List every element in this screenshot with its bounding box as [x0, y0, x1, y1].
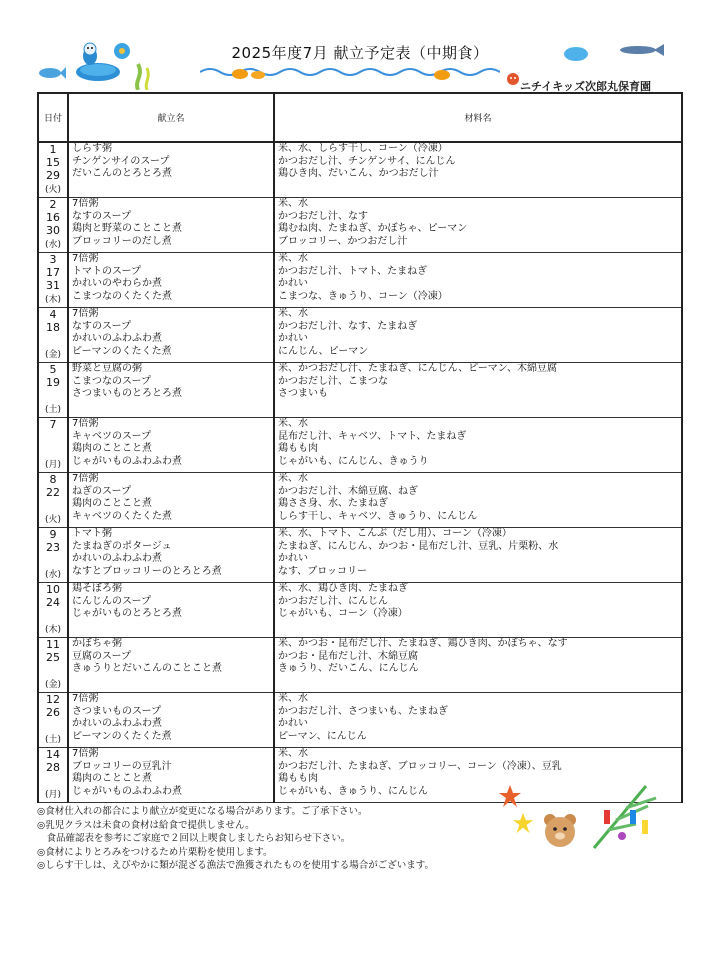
dish-name: チンゲンサイのスープ [72, 155, 170, 167]
dish-name: かれいのふわふわ煮 [72, 718, 162, 730]
table-row [38, 693, 682, 748]
date-cell [38, 528, 68, 583]
ingredients-cell [274, 693, 682, 748]
ingredient-line: かつおだし汁、こまつな [278, 375, 388, 387]
header-date: 日付 [38, 93, 68, 142]
ingredient-line: かつおだし汁、トマト、たまねぎ [278, 265, 428, 277]
dish-name: なすのスープ [72, 320, 131, 332]
tanabata-bamboo-icon [586, 780, 666, 850]
ingredients-cell [274, 198, 682, 253]
dish-name: キャベツのスープ [72, 430, 151, 442]
dish-name: キャベツのくたくた煮 [72, 510, 172, 522]
dish-cell [68, 418, 274, 473]
table-row [38, 253, 682, 308]
ingredient-line: 米、かつおだし汁、たまねぎ、にんじん、ピーマン、木綿豆腐 [278, 363, 557, 374]
ingredient-line: 米、水 [278, 308, 308, 319]
date-number: 23 [46, 541, 60, 554]
dish-cell [68, 142, 274, 198]
ingredient-line: たまねぎ、にんじん、かつお・昆布だし汁、豆乳、片栗粉、水 [278, 540, 559, 552]
ingredient-line: 昆布だし汁、キャベツ、トマト、たまねぎ [278, 430, 467, 442]
date-number: 25 [46, 651, 60, 664]
date-number: 8 [49, 473, 57, 486]
header-dish: 献立名 [68, 93, 274, 142]
dish-name: たまねぎのポタージュ [72, 540, 172, 552]
penguin-on-turtle-icon [60, 38, 140, 82]
table-row [38, 528, 682, 583]
date-number: 29 [46, 169, 60, 182]
dish-name: にんじんのスープ [72, 595, 151, 607]
date-cell [38, 583, 68, 638]
ingredient-line: きゅうり、だいこん、にんじん [278, 663, 419, 675]
dish-cell [68, 253, 274, 308]
dish-name: なすのスープ [72, 210, 131, 222]
weekday-label: (水) [44, 240, 62, 250]
date-cell [38, 473, 68, 528]
dish-name: ピーマンのくたくた煮 [72, 345, 172, 357]
ingredient-line: 鶏もも肉 [278, 773, 318, 785]
ingredients-cell [274, 583, 682, 638]
dish-name: こまつなのスープ [72, 375, 151, 387]
ingredient-line: かつおだし汁、なす、たまねぎ [278, 320, 418, 332]
table-header-row [38, 93, 682, 142]
date-number: 30 [46, 224, 60, 237]
date-cell [38, 142, 68, 198]
dish-cell [68, 308, 274, 363]
ingredient-line: かつおだし汁、にんじん [278, 595, 388, 607]
ingredients-cell [274, 253, 682, 308]
ingredient-line: 米、水、しらす干し、コーン（冷凍） [278, 143, 448, 154]
table-row [38, 638, 682, 693]
octopus-icon [505, 72, 521, 88]
dish-name: ねぎのスープ [72, 485, 131, 497]
weekday-label: (月) [44, 460, 62, 470]
date-number: 16 [46, 211, 60, 224]
ingredient-line: 米、水、鶏ひき肉、たまねぎ [278, 583, 408, 594]
table-row [38, 418, 682, 473]
date-cell [38, 198, 68, 253]
weekday-label: (木) [44, 295, 62, 305]
table-row [38, 308, 682, 363]
seaweed-icon [132, 60, 154, 90]
ingredient-line: 米、水 [278, 418, 308, 429]
table-row [38, 583, 682, 638]
dish-name: 鶏そぼろ粥 [72, 583, 122, 594]
ingredient-line: じゃがいも、コーン（冷凍） [278, 608, 408, 620]
date-cell [38, 693, 68, 748]
ingredient-line: 鶏むね肉、たまねぎ、かぼちゃ、ピーマン [278, 223, 468, 235]
date-number: 11 [46, 638, 60, 651]
dish-cell [68, 638, 274, 693]
date-cell [38, 418, 68, 473]
ingredient-line: 米、水 [278, 748, 308, 759]
ingredient-line: かれい [278, 333, 308, 345]
weekday-label: (金) [44, 350, 62, 360]
fish-icon [36, 62, 66, 84]
date-number: 22 [46, 486, 60, 499]
ingredient-line: かれい [278, 553, 308, 565]
date-number: 9 [49, 528, 57, 541]
note-line: 食品確認表を参考にご家庭で２回以上喫食しましたらお知らせ下さい。 [37, 833, 351, 844]
ingredients-cell [274, 528, 682, 583]
dish-name: かれいのふわふわ煮 [72, 553, 162, 565]
weekday-label: (木) [44, 625, 62, 635]
orange-fish-icon [430, 68, 456, 82]
dish-name: 7倍粥 [72, 418, 99, 429]
table-row [38, 363, 682, 418]
dish-name: なすとブロッコリーのとろとろ煮 [72, 565, 222, 577]
ingredient-line: なす、ブロッコリー [278, 565, 367, 577]
note-line: ◎食材によりとろみをつけるため片栗粉を使用します。 [37, 846, 273, 858]
ingredient-line: かれい [278, 278, 308, 290]
dish-name: さつまいものスープ [72, 705, 161, 717]
ingredient-line: 米、水、トマト、こんぶ（だし用）、コーン（冷凍） [278, 528, 512, 539]
ingredient-line: かつおだし汁、さつまいも、たまねぎ [278, 705, 448, 717]
date-number: 3 [49, 253, 57, 266]
date-number: 17 [46, 266, 60, 279]
dish-name: ブロッコリーの豆乳汁 [72, 760, 172, 772]
ingredients-cell [274, 473, 682, 528]
date-cell [38, 253, 68, 308]
weekday-label: (土) [44, 735, 62, 745]
date-number: 18 [46, 321, 60, 334]
date-number: 28 [46, 761, 60, 774]
dish-cell [68, 583, 274, 638]
dish-cell [68, 198, 274, 253]
ingredient-line: ブロッコリー、かつおだし汁 [278, 235, 408, 247]
date-number: 7 [49, 418, 57, 431]
weekday-label: (土) [44, 405, 62, 415]
date-number: 12 [46, 693, 60, 706]
ingredient-line: 鶏ひき肉、だいこん、かつおだし汁 [278, 168, 439, 180]
dish-cell [68, 363, 274, 418]
blue-fish-icon [556, 40, 666, 68]
table-row [38, 473, 682, 528]
ingredient-line: さつまいも [278, 388, 328, 400]
dish-cell [68, 748, 274, 803]
dish-name: トマト粥 [72, 528, 112, 539]
dish-name: 7倍粥 [72, 198, 99, 209]
menu-table [37, 92, 683, 803]
page-title: 2025年度7月 献立予定表（中期食） [231, 44, 489, 62]
dish-name: 7倍粥 [72, 253, 99, 264]
ingredient-line: かつおだし汁、なす [278, 210, 368, 222]
dish-name: トマトのスープ [72, 265, 141, 277]
dish-cell [68, 528, 274, 583]
dish-name: きゅうりとだいこんのことこと煮 [72, 663, 222, 675]
ingredient-line: 鶏もも肉 [278, 443, 318, 455]
dish-name: 鶏肉のことこと煮 [72, 773, 152, 785]
date-number: 10 [46, 583, 60, 596]
ingredient-line: 米、水 [278, 473, 308, 484]
weekday-label: (火) [44, 515, 62, 525]
date-number: 15 [46, 156, 60, 169]
dish-name: 豆腐のスープ [72, 650, 131, 662]
dish-name: 野菜と豆腐の粥 [72, 363, 142, 374]
dish-name: じゃがいものふわふわ煮 [72, 455, 182, 467]
dish-name: 鶏肉のことこと煮 [72, 498, 152, 510]
ingredient-line: 米、かつお・昆布だし汁、たまねぎ、鶏ひき肉、かぼちゃ、なす [278, 638, 568, 649]
dish-name: かれいのふわふわ煮 [72, 333, 162, 345]
dish-name: 7倍粥 [72, 473, 99, 484]
date-cell [38, 308, 68, 363]
note-line: ◎食材仕入れの都合により献立が変更になる場合があります。ご了承下さい。 [37, 806, 368, 817]
ingredient-line: しらす干し、キャベツ、きゅうり、にんじん [278, 510, 478, 522]
star-icon [512, 812, 534, 834]
date-cell [38, 748, 68, 803]
dish-name: 7倍粥 [72, 693, 99, 704]
ingredient-line: にんじん、ピーマン [278, 345, 369, 357]
date-cell [38, 363, 68, 418]
ingredient-line: 米、水 [278, 253, 308, 264]
starfish-icon [498, 784, 522, 808]
dish-name: 7倍粥 [72, 748, 99, 759]
dish-name: しらす粥 [72, 143, 112, 154]
date-number: 24 [46, 596, 60, 609]
date-cell [38, 638, 68, 693]
table-row [38, 142, 682, 198]
header-ingredients: 材料名 [274, 93, 682, 142]
ingredients-cell [274, 308, 682, 363]
table-row [38, 198, 682, 253]
note-line: ◎乳児クラスは未食の食材は給食で提供しません。 [37, 819, 255, 831]
ingredient-line: かつおだし汁、木綿豆腐、ねぎ [278, 485, 418, 497]
weekday-label: (火) [44, 185, 62, 195]
ingredients-cell [274, 638, 682, 693]
dish-name: だいこんのとろとろ煮 [72, 168, 172, 180]
dish-cell [68, 473, 274, 528]
date-number: 2 [49, 198, 57, 211]
notes [37, 805, 434, 873]
orange-fish-icon [228, 66, 268, 82]
dish-name: じゃがいものふわふわ煮 [72, 785, 182, 797]
dish-name: さつまいものとろとろ煮 [72, 388, 182, 400]
dish-name: ピーマンのくたくた煮 [72, 730, 172, 742]
ingredient-line: かつおだし汁、たまねぎ、ブロッコリー、コーン（冷凍）、豆乳 [278, 760, 562, 772]
date-number: 5 [49, 363, 57, 376]
dish-name: 鶏肉のことこと煮 [72, 443, 152, 455]
ingredient-line: じゃがいも、にんじん、きゅうり [278, 455, 429, 467]
date-number: 14 [46, 748, 60, 761]
date-number: 19 [46, 376, 60, 389]
dish-name: じゃがいものとろとろ煮 [72, 608, 182, 620]
ingredients-cell [274, 363, 682, 418]
weekday-label: (月) [44, 790, 62, 800]
ingredient-line: かれい [278, 718, 308, 730]
ingredient-line: こまつな、きゅうり、コーン（冷凍） [278, 290, 448, 302]
date-number: 31 [46, 279, 60, 292]
dish-name: かれいのやわらか煮 [72, 278, 162, 290]
note-line: ◎しらす干しは、えびやかに類が混ざる漁法で漁獲されたものを使用する場合がございます。 [37, 860, 435, 871]
dish-name: 鶏肉と野菜のことこと煮 [72, 223, 182, 235]
dish-name: こまつなのくたくた煮 [72, 290, 172, 302]
weekday-label: (金) [44, 680, 62, 690]
school-name: ニチイキッズ次郎丸保育園 [520, 80, 652, 93]
dish-name: 7倍粥 [72, 308, 99, 319]
page-header [0, 0, 720, 92]
teddy-bear-icon [540, 810, 580, 850]
ingredient-line: 米、水 [278, 693, 308, 704]
date-number: 26 [46, 706, 60, 719]
ingredient-line: じゃがいも、きゅうり、にんじん [278, 785, 428, 797]
ingredients-cell [274, 142, 682, 198]
ingredient-line: 米、水 [278, 198, 308, 209]
date-number: 4 [49, 308, 57, 321]
dish-name: ブロッコリーのだし煮 [72, 235, 172, 247]
ingredient-line: かつおだし汁、チンゲンサイ、にんじん [278, 155, 456, 167]
date-number: 1 [49, 143, 57, 156]
dish-name: かぼちゃ粥 [72, 638, 122, 649]
ingredient-line: ピーマン、にんじん [278, 730, 367, 742]
ingredient-line: かつお・昆布だし汁、木綿豆腐 [278, 650, 418, 662]
ingredients-cell [274, 418, 682, 473]
ingredient-line: 鶏ささ身、水、たまねぎ [278, 498, 388, 510]
dish-cell [68, 693, 274, 748]
weekday-label: (水) [44, 570, 62, 580]
